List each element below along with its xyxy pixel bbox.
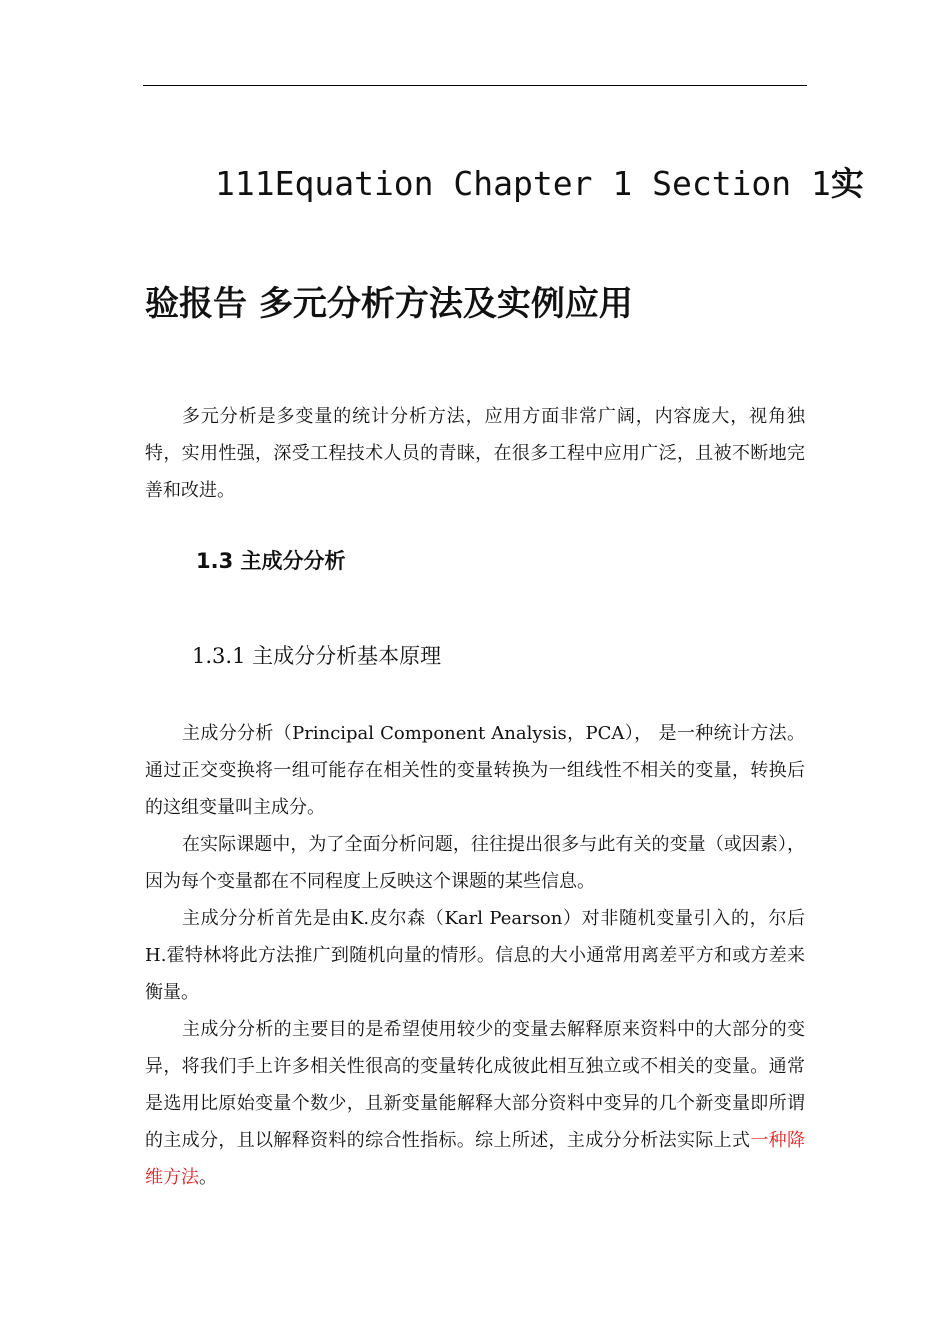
document-title-line1 (215, 158, 864, 205)
highlighted-text: 一种降维方法 (145, 1130, 805, 1188)
header-rule (143, 85, 807, 86)
subsection-heading: 1.3.1 主成分分析基本原理 (192, 644, 442, 668)
title-char: 实 (830, 164, 864, 203)
purpose-text: 主成分分析的主要目的是希望使用较少的变量去解释原来资料中的大部分的变异，将我们手上许多相关性很高的变量转化成彼此相互独立或不相关的变量。通常是选用比原始变量个数少，且新变量能解释大部分资料中变异的几个新变量即所谓的主成分，且以解释资料的综合性指标。综上所述，主成分分析法实际上式 (145, 1019, 805, 1151)
paragraph-history: 主成分分析首先是由K.皮尔森（Karl Pearson）对非随机变量引入的，尔后H.霍特林将此方法推广到随机向量的情形。信息的大小通常用离差平方和或方差来衡量。 (145, 908, 805, 1003)
section-heading: 1.3 主成分分析 (196, 549, 346, 573)
paragraph-purpose (145, 1011, 805, 1196)
document-title-line2: 验报告 多元分析方法及实例应用 (145, 284, 633, 324)
paragraph-practical: 在实际课题中，为了全面分析问题，往往提出很多与此有关的变量（或因素），因为每个变量都在不同程度上反映这个课题的某些信息。 (145, 834, 805, 892)
paragraph-pca-definition: 主成分分析（Principal Component Analysis，PCA）， 是一种统计方法。通过正交变换将一组可能存在相关性的变量转换为一组线性不相关的变量，转换后的这组变量叫主成分。 (145, 723, 805, 818)
purpose-end: 。 (199, 1167, 217, 1188)
title-field-code: 111Equation Chapter 1 Section 1 (215, 164, 831, 203)
intro-paragraph: 多元分析是多变量的统计分析方法，应用方面非常广阔，内容庞大，视角独特，实用性强，深受工程技术人员的青睐，在很多工程中应用广泛，且被不断地完善和改进。 (145, 406, 805, 501)
